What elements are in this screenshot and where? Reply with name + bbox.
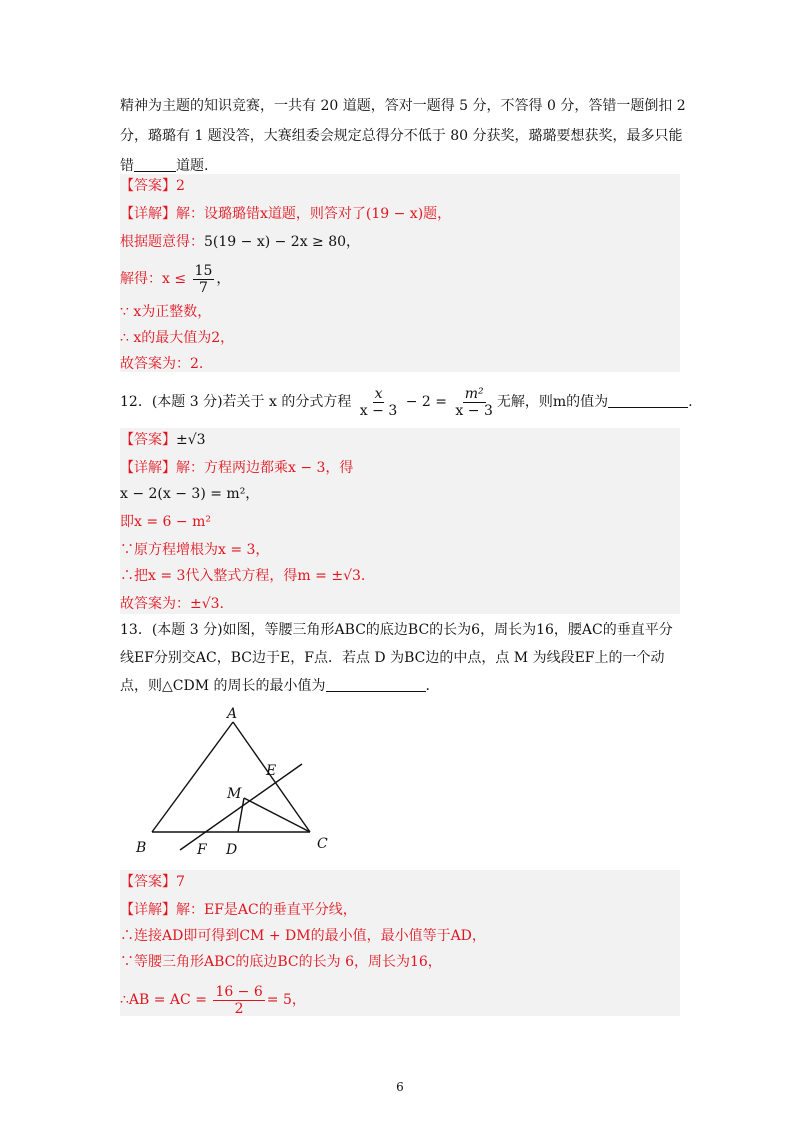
line-EF — [180, 764, 302, 850]
q13-stem-line3-pre: 点，则△CDM 的周长的最小值为 — [120, 678, 326, 694]
q12-stem-post: 无解，则m的值为 — [496, 394, 609, 410]
q11-step5: ∴ x的最大值为2， — [120, 330, 235, 346]
q13-stem-line2: 线EF分别交AC，BC边于E，F点．若点 D 为BC边的中点，点 M 为线段EF上的一个动 — [120, 650, 665, 666]
label-M: M — [227, 786, 242, 802]
label-F: F — [197, 842, 207, 858]
q11-answer-blank — [134, 157, 176, 172]
q12-f2-denominator: x − 3 — [455, 402, 493, 419]
q11-stem-line3-post: 道题. — [176, 158, 209, 174]
q13-step1: 解：EF是AC的垂直平分线， — [176, 902, 357, 918]
q11-detail-line1 — [120, 204, 451, 224]
q11-stem-line3 — [120, 156, 208, 176]
q12-detail-line1 — [120, 458, 353, 478]
q13-fraction-denominator: 2 — [234, 1000, 244, 1017]
q11-answer-line — [120, 176, 185, 196]
detail-label: 【详解】 — [120, 902, 176, 918]
q11-step2-math: 5(19 − x) − 2x ≥ 80， — [204, 234, 361, 250]
answer-label: 【答案】 — [120, 178, 176, 194]
q11-fraction-numerator: 15 — [194, 262, 213, 279]
q13-step4-pre: ∴AB = AC = — [120, 992, 207, 1008]
q12-step4: ∵原方程增根为x = 3， — [120, 542, 270, 558]
q12-answer-blank — [608, 393, 688, 408]
q12-stem — [120, 384, 693, 420]
q11-step3-post: ， — [216, 271, 231, 287]
q13-step4-post: = 5， — [266, 992, 306, 1008]
segment-MD — [238, 798, 244, 832]
segment-MC — [244, 798, 310, 832]
q11-stem-line3-pre: 错 — [120, 158, 134, 174]
q11-stem-line2: 分，璐璐有 1 题没答，大赛组委会规定总得分不低于 80 分获奖，璐璐要想获奖，最多只能 — [120, 128, 683, 144]
q12-stem-end: . — [688, 394, 693, 410]
q12-stem-pre: 12．(本题 3 分)若关于 x 的分式方程 — [120, 394, 352, 410]
q12-step5: ∴把x = 3代入整式方程，得m = ±√3. — [120, 568, 366, 584]
q11-step4: ∵ x为正整数， — [120, 304, 212, 320]
q13-stem-line1: 13．(本题 3 分)如图，等腰三角形ABC的底边BC的长为6，周长为16，腰AC的垂直平分 — [120, 622, 673, 638]
q11-fraction-denominator: 7 — [198, 279, 208, 296]
q12-f1-numerator: x — [374, 385, 383, 402]
q11-step2-label: 根据题意得： — [120, 234, 204, 250]
q11-detail-line3 — [120, 262, 230, 296]
q13-stem-line3-post: . — [425, 678, 430, 694]
page-number: 6 — [396, 1080, 404, 1094]
q12-f1-denominator: x − 3 — [359, 402, 398, 419]
q13-answer-line — [120, 872, 185, 892]
q11-stem-line1: 精神为主题的知识竞赛，一共有 20 道题，答对一题得 5 分，不答得 0 分，答错一题倒扣 2 — [120, 98, 686, 114]
q13-step2: ∴连接AD即可得到CM + DM的最小值，最小值等于AD， — [120, 928, 486, 944]
q11-step1: 解：设璐璐错x道题，则答对了(19 − x)题， — [176, 206, 452, 222]
q12-step3: 即x = 6 − m² — [120, 514, 211, 530]
q13-step3: ∵等腰三角形ABC的底边BC的长为 6，周长为16， — [120, 954, 442, 970]
triangle-figure — [120, 700, 360, 860]
q12-step2: x − 2(x − 3) = m²， — [120, 486, 260, 502]
detail-label: 【详解】 — [120, 206, 176, 222]
q12-answer-line — [120, 430, 206, 450]
q13-fraction — [213, 984, 264, 1017]
answer-label: 【答案】 — [120, 432, 176, 448]
answer-label: 【答案】 — [120, 874, 176, 890]
label-A: A — [227, 706, 238, 722]
q12-step6: 故答案为：±√3. — [120, 596, 225, 612]
q11-step3-pre: 解得：x ≤ — [120, 271, 187, 287]
q12-step1: 解：方程两边都乘x − 3，得 — [176, 460, 354, 476]
q11-fraction — [193, 263, 215, 296]
q12-fraction-left — [358, 386, 399, 419]
q12-fraction-right — [453, 386, 494, 419]
detail-label: 【详解】 — [120, 460, 176, 476]
label-B: B — [136, 840, 147, 856]
q12-answer-value: ±√3 — [176, 432, 206, 448]
label-D: D — [226, 842, 238, 858]
q12-f2-numerator: m² — [464, 385, 484, 402]
q11-step6: 故答案为：2. — [120, 356, 204, 372]
label-C: C — [317, 836, 328, 852]
label-E: E — [266, 763, 277, 779]
q12-stem-mid: − 2 = — [405, 394, 447, 410]
q13-answer-blank — [326, 677, 426, 692]
q11-detail-line2 — [120, 232, 360, 252]
q13-answer-value: 7 — [176, 874, 185, 890]
q13-detail-line4 — [120, 982, 306, 1018]
q13-stem-line3 — [120, 676, 430, 696]
q13-detail-line1 — [120, 900, 357, 920]
edge-AB — [152, 722, 233, 832]
q13-fraction-numerator: 16 − 6 — [215, 983, 263, 1000]
q11-answer-value: 2 — [176, 178, 185, 194]
